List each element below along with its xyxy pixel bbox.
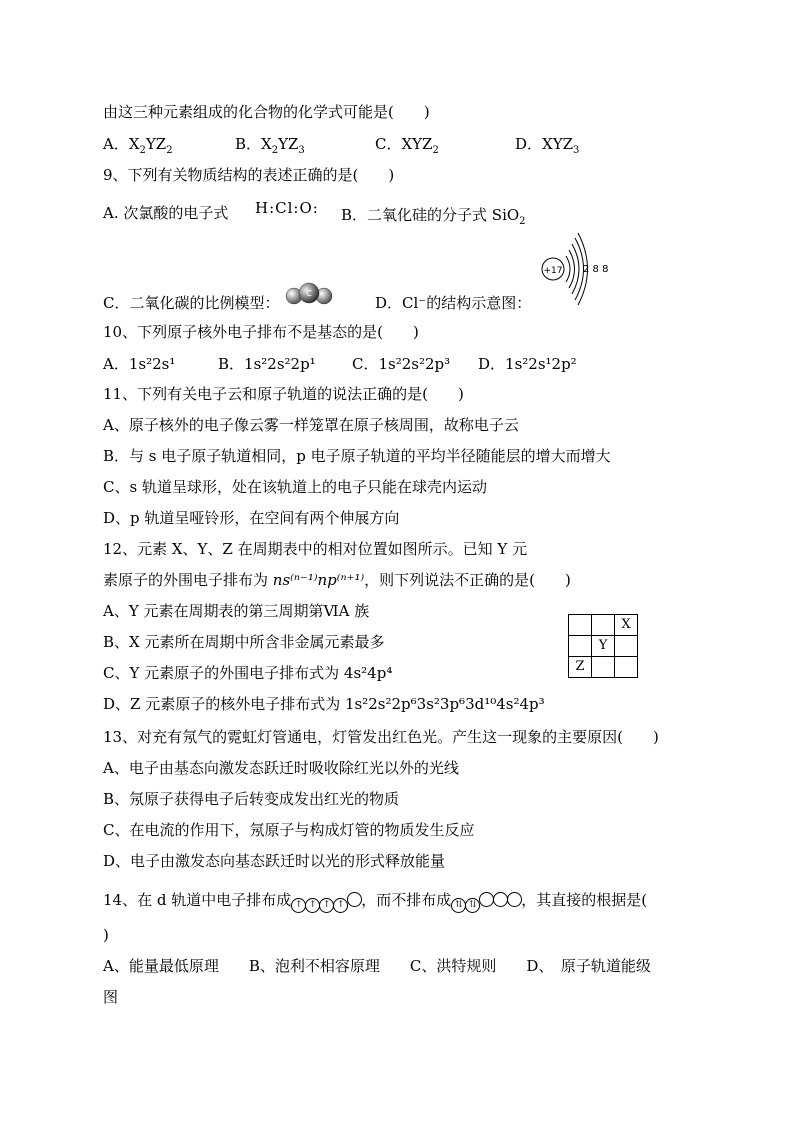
q11-stem: 11、下列有关电子云和原子轨道的说法正确的是( ): [103, 385, 464, 403]
orbital-diagram-paired: ⇅ ⇅: [451, 891, 521, 909]
orbital-diagram-hund: ↑ ↑ ↑ ↑: [291, 891, 361, 909]
q8-option-c: C．$XYZ_2$: [375, 135, 439, 156]
q14-options: A、能量最低原理 B、泡利不相容原理 C、洪特规则 D、 原子轨道能级: [103, 957, 651, 975]
q8-option-a: A．$X_2YZ_2$: [103, 135, 173, 156]
q9-option-b: B．二氧化硅的分子式 SiO$_2$: [341, 206, 526, 227]
q12-stem-line2: 素原子的外围电子排布为 ns⁽ⁿ⁻¹⁾np⁽ⁿ⁺¹⁾，则下列说法不正确的是( ): [103, 571, 571, 589]
q12-option-a: A、Y 元素在周期表的第三周期第ⅥA 族: [103, 602, 370, 620]
q12-option-d: D、Z 元素原子的核外电子排布式为 1s²2s²2p⁶3s²3p⁶3d¹⁰4s²4p³: [103, 695, 545, 713]
q14-options-tail: 图: [103, 988, 119, 1006]
co2-space-filling-model: [284, 281, 334, 307]
periodic-position-grid: [568, 614, 638, 678]
q10-option-d: D．1s²2s¹2p²: [478, 355, 577, 373]
q13-option-b: B、氖原子获得电子后转变成发出红光的物质: [103, 790, 400, 808]
hclo-electron-formula: H:Cl:O:: [255, 199, 319, 217]
q13-option-d: D、电子由激发态向基态跃迁时以光的形式释放能量: [103, 852, 446, 870]
electron-shell-counts: 2 8 8: [583, 264, 609, 275]
cl-ion-structure-diagram: [536, 232, 610, 306]
q12-option-b: B、X 元素所在周期中所含非金属元素最多: [103, 633, 385, 651]
grid-cell-x: X: [615, 615, 638, 636]
q13-option-c: C、在电流的作用下，氖原子与构成灯管的物质发生反应: [103, 821, 475, 839]
nucleus-charge-label: +17: [543, 266, 563, 276]
q12-stem-line1: 12、元素 X、Y、Z 在周期表中的相对位置如图所示。已知 Y 元: [103, 540, 528, 558]
q14-stem: 14、在 d 轨道中电子排布成 ↑ ↑ ↑ ↑ ，而不排布成 ⇅ ⇅ ，其直接的根据是(: [103, 890, 647, 913]
q11-option-c: C、s 轨道呈球形，处在该轨道上的电子只能在球壳内运动: [103, 478, 487, 496]
q11-option-d: D、p 轨道呈哑铃形，在空间有两个伸展方向: [103, 509, 400, 527]
q11-option-b: B．与 s 电子原子轨道相同，p 电子原子轨道的平均半径随能层的增大而增大: [103, 447, 611, 465]
q10-stem: 10、下列原子核外电子排布不是基态的是( ): [103, 323, 419, 341]
q13-stem: 13、对充有氖气的霓虹灯管通电，灯管发出红色光。产生这一现象的主要原因( ): [103, 728, 659, 746]
q14-stem-close: ): [103, 926, 109, 944]
q12-option-c: C、Y 元素原子的外围电子排布式为 4s²4p⁴: [103, 664, 393, 682]
q9-option-d: D．Cl⁻的结构示意图：: [375, 294, 532, 312]
q10-option-b: B．1s²2s²2p¹: [218, 355, 316, 373]
q8-option-b: B．$X_2YZ_3$: [235, 135, 305, 156]
q9-stem: 9、下列有关物质结构的表述正确的是( ): [103, 166, 395, 184]
q9-option-c: C．二氧化碳的比例模型：: [103, 294, 280, 312]
intro-line: 由这三种元素组成的化合物的化学式可能是( ): [103, 103, 430, 121]
q11-option-a: A、原子核外的电子像云雾一样笼罩在原子核周围，故称电子云: [103, 416, 519, 434]
co2-carbon-label: C: [306, 289, 312, 298]
grid-cell-y: Y: [592, 636, 615, 657]
grid-cell-z: Z: [569, 657, 592, 678]
q13-option-a: A、电子由基态向激发态跃迁时吸收除红光以外的光线: [103, 759, 459, 777]
q10-option-a: A．1s²2s¹: [103, 355, 176, 373]
q9-option-a: A. 次氯酸的电子式: [103, 204, 229, 222]
q10-option-c: C．1s²2s²2p³: [352, 355, 451, 373]
q8-option-d: D．$XYZ_3$: [515, 135, 580, 156]
